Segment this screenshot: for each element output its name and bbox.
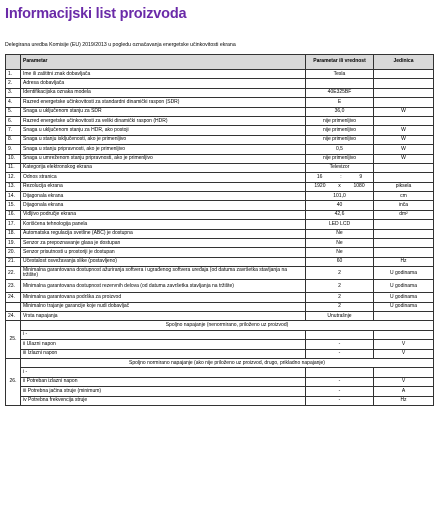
row-value: Ne xyxy=(306,229,374,238)
row-parameter: Korišćena tehnologija panela xyxy=(21,220,306,229)
row-number: 12. xyxy=(6,173,21,182)
row-unit: U godinama xyxy=(374,293,434,302)
table-row xyxy=(6,340,434,349)
row-unit xyxy=(374,116,434,125)
row-parameter: Minimalna garantovana podrška za proizvod xyxy=(21,293,306,302)
row-value: nije primenljivo xyxy=(306,135,374,144)
row-number: 14. xyxy=(6,192,21,201)
table-row xyxy=(6,98,434,107)
row-parameter: Dijagonala ekrana xyxy=(21,192,306,201)
row-unit: W xyxy=(374,126,434,135)
row-parameter: Automatska regulacija svetline (ABC) je dostupna xyxy=(21,229,306,238)
row-number: 5. xyxy=(6,107,21,116)
header-unit: Jedinica xyxy=(374,55,434,70)
row-parameter: Dijagonala ekrana xyxy=(21,201,306,210)
row-value-second: 1080 xyxy=(353,183,365,190)
row-unit xyxy=(374,88,434,97)
header-number xyxy=(6,55,21,70)
table-row xyxy=(6,396,434,405)
row-value-second: 9 xyxy=(359,173,363,180)
row-unit: W xyxy=(374,154,434,163)
table-row xyxy=(6,135,434,144)
table-row xyxy=(6,107,434,116)
table-row xyxy=(6,79,434,88)
row-value: 0,5 xyxy=(306,145,374,154)
row-value-pair xyxy=(308,184,371,189)
row-unit: A xyxy=(374,387,434,396)
table-row xyxy=(6,293,434,302)
row-value: 40 xyxy=(306,201,374,210)
table-row xyxy=(6,192,434,201)
row-unit xyxy=(374,311,434,320)
row-unit: W xyxy=(374,107,434,116)
row-unit xyxy=(374,98,434,107)
row-value: Televizor xyxy=(306,163,374,172)
row-value: 2 xyxy=(306,280,374,293)
row-value: nije primenljivo xyxy=(306,116,374,125)
table-row xyxy=(6,368,434,377)
row-parameter: Senzor prisutnosti u prostoriji je dostupan xyxy=(21,248,306,257)
row-unit: W xyxy=(374,135,434,144)
row-value: - xyxy=(306,396,374,405)
table-row xyxy=(6,248,434,257)
row-unit xyxy=(374,163,434,172)
row-number: 24. xyxy=(6,311,21,320)
row-number: 2. xyxy=(6,79,21,88)
row-value-first: 16 xyxy=(316,173,323,180)
table-row xyxy=(6,210,434,219)
header-parameter: Parametar xyxy=(21,55,306,70)
table-row xyxy=(6,126,434,135)
row-number: 19. xyxy=(6,239,21,248)
row-value-pair xyxy=(308,175,371,180)
row-value: 40E325BF xyxy=(306,88,374,97)
row-unit: V xyxy=(374,377,434,386)
row-value: - xyxy=(306,387,374,396)
row-value: - xyxy=(306,377,374,386)
row-value: nije primenljivo xyxy=(306,154,374,163)
row-value: LED LCD xyxy=(306,220,374,229)
row-value-separator: : xyxy=(340,173,342,180)
row-parameter: Adresa dobavljača xyxy=(21,79,306,88)
row-number: 21. xyxy=(6,257,21,266)
row-number: 22. xyxy=(6,267,21,280)
row-value: 101,0 xyxy=(306,192,374,201)
row-unit xyxy=(374,330,434,339)
table-row xyxy=(6,145,434,154)
table-row xyxy=(6,280,434,293)
row-value: E xyxy=(306,98,374,107)
row-unit: U godinama xyxy=(374,267,434,280)
row-parameter: Snaga u umreženom stanju pripravnosti, ako je primenljivo xyxy=(21,154,306,163)
row-parameter: iv Potrebna frekvencija struje xyxy=(21,396,306,405)
row-number: 13. xyxy=(6,182,21,191)
row-number: 1. xyxy=(6,70,21,79)
row-parameter: Razred energetske učinkovitosti za veliki dinamički raspon (HDR) xyxy=(21,116,306,125)
page-title: Informacijski list proizvoda xyxy=(5,6,187,22)
row-unit: dm² xyxy=(374,210,434,219)
row-number: 10. xyxy=(6,154,21,163)
row-value: Tesla xyxy=(306,70,374,79)
row-value: 42,6 xyxy=(306,210,374,219)
row-number: 24. xyxy=(6,293,21,302)
row-value-separator: x xyxy=(338,183,341,190)
row-number: 3. xyxy=(6,88,21,97)
row-value xyxy=(306,182,374,191)
row-unit: V xyxy=(374,340,434,349)
table-row xyxy=(6,349,434,358)
row-value xyxy=(306,330,374,339)
row-parameter: Minimalna garantovana dostupnost rezervnih delova (od datuma završetka stavljanja na tržište) xyxy=(21,280,306,293)
row-parameter: Minimalno trajanje garancije koje nudi dobavljač xyxy=(21,302,306,311)
row-unit: W xyxy=(374,145,434,154)
row-number: 7. xyxy=(6,126,21,135)
table-row xyxy=(6,302,434,311)
row-number: 9. xyxy=(6,145,21,154)
row-unit xyxy=(374,368,434,377)
section-title: Spoljno normirano napajanje (ako nije priloženo uz proizvod, drugo, prikladno napajanje) xyxy=(21,358,434,367)
regulation-subtitle: Delegirana uredba Komisije (EU) 2019/2013 u pogledu označavanja energetske učinkovitosti ekrana xyxy=(5,42,236,48)
row-unit: U godinama xyxy=(374,302,434,311)
table-row xyxy=(6,116,434,125)
row-parameter: Identifikacijska oznaka modela xyxy=(21,88,306,97)
row-unit xyxy=(374,70,434,79)
row-number: 17. xyxy=(6,220,21,229)
row-value: 36,0 xyxy=(306,107,374,116)
row-number: 6. xyxy=(6,116,21,125)
row-unit xyxy=(374,79,434,88)
row-value: Ne xyxy=(306,248,374,257)
table-row xyxy=(6,311,434,320)
row-number: 8. xyxy=(6,135,21,144)
row-number: 20. xyxy=(6,248,21,257)
row-value xyxy=(306,368,374,377)
row-unit xyxy=(374,173,434,182)
row-unit: V xyxy=(374,349,434,358)
table-row xyxy=(6,173,434,182)
row-unit: U godinama xyxy=(374,280,434,293)
row-value xyxy=(306,173,374,182)
table-row xyxy=(6,387,434,396)
row-value: 2 xyxy=(306,267,374,280)
row-parameter: i - xyxy=(21,330,306,339)
row-number: 4. xyxy=(6,98,21,107)
product-parameters-table xyxy=(5,54,434,406)
row-parameter: Kategorija elektronskog ekrana xyxy=(21,163,306,172)
row-unit: cm xyxy=(374,192,434,201)
row-parameter: ii Ulazni napon xyxy=(21,340,306,349)
section-title-row xyxy=(6,358,434,367)
table-row xyxy=(6,239,434,248)
table-row xyxy=(6,330,434,339)
row-parameter: Snaga u stanju pripravnosti, ako je primenljivo xyxy=(21,145,306,154)
row-parameter: Rezolucija ekrana xyxy=(21,182,306,191)
row-unit: Hz xyxy=(374,257,434,266)
row-number: 23. xyxy=(6,280,21,293)
table-row xyxy=(6,182,434,191)
row-parameter: Minimalna garantovana dostupnost ažuriranja softvera i ugrađenog softvera uređaja (od datuma završetka stavljanja na tržište) xyxy=(21,267,306,280)
row-unit: Hz xyxy=(374,396,434,405)
row-unit xyxy=(374,220,434,229)
table-row xyxy=(6,154,434,163)
section-title-row xyxy=(6,321,434,330)
row-unit xyxy=(374,248,434,257)
row-parameter: Vidljivo područje ekrana xyxy=(21,210,306,219)
row-parameter: Vrsta napajanja xyxy=(21,311,306,320)
row-value: nije primenljivo xyxy=(306,126,374,135)
section-number: 25. xyxy=(6,321,21,359)
table-row xyxy=(6,163,434,172)
row-parameter: Učestalost osvežavanja slike (postavljeno) xyxy=(21,257,306,266)
row-value-first: 1920 xyxy=(314,183,326,190)
row-value: Ne xyxy=(306,239,374,248)
row-parameter: Ime ili zaštitni znak dobavljača xyxy=(21,70,306,79)
row-parameter: Snaga u uključenom stanju za HDR, ako postoji xyxy=(21,126,306,135)
row-parameter: ii Potreban izlazni napon xyxy=(21,377,306,386)
table-row xyxy=(6,88,434,97)
row-value: 2 xyxy=(306,302,374,311)
table-row xyxy=(6,257,434,266)
row-parameter: Odnos stranica xyxy=(21,173,306,182)
row-unit: inča xyxy=(374,201,434,210)
header-value: Parametar ili vrednost xyxy=(306,55,374,70)
row-unit xyxy=(374,239,434,248)
row-parameter: Razred energetske učinkovitosti za standardni dinamički raspon (SDR) xyxy=(21,98,306,107)
row-parameter: Snaga u stanju isključenosti, ako je primenljivo xyxy=(21,135,306,144)
row-value xyxy=(306,79,374,88)
row-value: Unutrašnje xyxy=(306,311,374,320)
row-parameter: iii Potrebna jačina struje (minimum) xyxy=(21,387,306,396)
row-number: 15. xyxy=(6,201,21,210)
table-row xyxy=(6,377,434,386)
row-unit xyxy=(374,229,434,238)
row-value: - xyxy=(306,349,374,358)
table-header-row xyxy=(6,55,434,70)
table-row xyxy=(6,201,434,210)
row-parameter: iii Izlazni napon xyxy=(21,349,306,358)
table-row xyxy=(6,70,434,79)
row-number: 18. xyxy=(6,229,21,238)
table-row xyxy=(6,220,434,229)
row-parameter: Senzor za prepoznavanje glasa je dostupan xyxy=(21,239,306,248)
row-value: 60 xyxy=(306,257,374,266)
row-parameter: i - xyxy=(21,368,306,377)
row-number xyxy=(6,302,21,311)
section-number: 26. xyxy=(6,358,21,405)
row-number: 16. xyxy=(6,210,21,219)
row-unit: piksela xyxy=(374,182,434,191)
table-row xyxy=(6,267,434,280)
row-value: - xyxy=(306,340,374,349)
row-number: 11. xyxy=(6,163,21,172)
row-value: 2 xyxy=(306,293,374,302)
row-parameter: Snaga u uključenom stanju za SDR xyxy=(21,107,306,116)
table-row xyxy=(6,229,434,238)
section-title: Spoljno napajanje (nenormirano, priloženo uz proizvod) xyxy=(21,321,434,330)
